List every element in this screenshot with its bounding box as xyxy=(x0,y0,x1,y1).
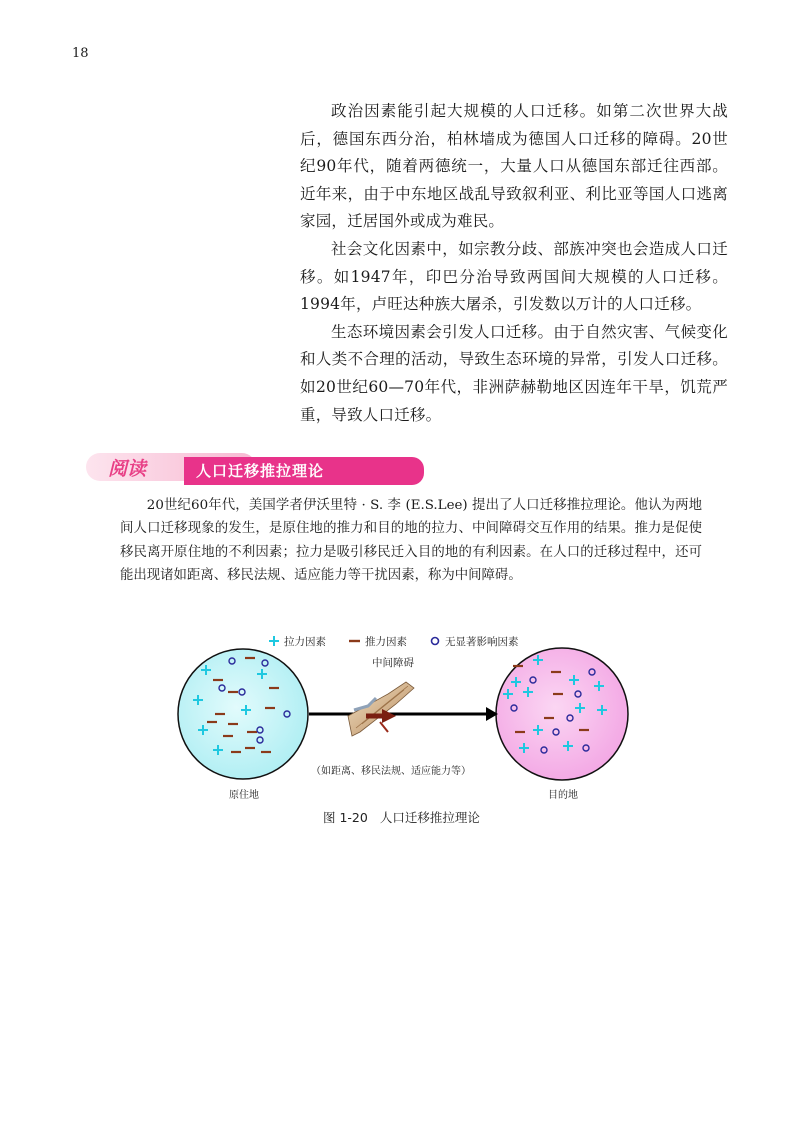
legend-pull-icon xyxy=(269,636,279,646)
reading-title: 人口迁移推拉理论 xyxy=(196,462,325,480)
origin-circle xyxy=(178,649,308,779)
figure-caption-title: 人口迁移推拉理论 xyxy=(379,810,480,825)
figure-caption-number: 图 1-20 xyxy=(323,810,368,825)
paragraph-social-cultural: 社会文化因素中，如宗教分歧、部族冲突也会造成人口迁移。如1947年，印巴分治导致两国间大规模的人口迁移。1994年，卢旺达种族大屠杀，引发数以万计的人口迁移。 xyxy=(300,239,728,314)
page-number: 18 xyxy=(72,46,89,61)
destination-circle xyxy=(496,648,628,780)
legend-neutral-icon xyxy=(432,638,439,645)
reading-text xyxy=(120,494,702,587)
legend-neutral-label: 无显著影响因素 xyxy=(445,636,519,648)
barrier-label: 中间障碍 xyxy=(372,657,414,669)
legend-push-label: 推力因素 xyxy=(365,636,407,648)
paragraph-political: 政治因素能引起大规模的人口迁移。如第二次世界大战后，德国东西分治，柏林墙成为德国人口迁移的障碍。20世纪90年代，随着两德统一，大量人口从德国东部迁往西部。近年来，由于中东地区战乱导致叙利亚、利比亚等国人口逃离家园，迁居国外或成为难民。 xyxy=(300,102,728,231)
reading-tag: 阅读 xyxy=(108,458,147,480)
figure-caption xyxy=(323,808,480,826)
main-text xyxy=(300,98,728,429)
reading-title-box xyxy=(184,457,424,485)
push-pull-figure xyxy=(170,628,640,828)
barrier-icon xyxy=(348,682,414,736)
destination-label: 目的地 xyxy=(548,790,578,801)
barrier-note: （如距离、移民法规、适应能力等） xyxy=(311,766,471,777)
push-pull-diagram xyxy=(170,628,640,808)
paragraph-ecological: 生态环境因素会引发人口迁移。由于自然灾害、气候变化和人类不合理的活动，导致生态环境的异常，引发人口迁移。如20世纪60—70年代，非洲萨赫勒地区因连年干旱，饥荒严重，导致人口迁移。 xyxy=(300,322,728,424)
legend xyxy=(269,635,519,648)
legend-pull-label: 拉力因素 xyxy=(284,636,326,648)
migration-arrow xyxy=(309,707,498,721)
origin-label: 原住地 xyxy=(229,790,259,801)
reading-paragraph: 20世纪60年代，美国学者伊沃里特 · S. 李 (E.S.Lee) 提出了人口迁移推拉理论。他认为两地间人口迁移现象的发生，是原住地的推力和目的地的拉力、中间障碍交互作用的结果。推力是促使移民离开原住地的不利因素；拉力是吸引移民迁入目的地的有利因素。在人口的迁移过程中，还可能出现诸如距离、移民法规、适应能力等干扰因素，称为中间障碍。 xyxy=(120,498,702,583)
reading-banner xyxy=(86,453,338,485)
